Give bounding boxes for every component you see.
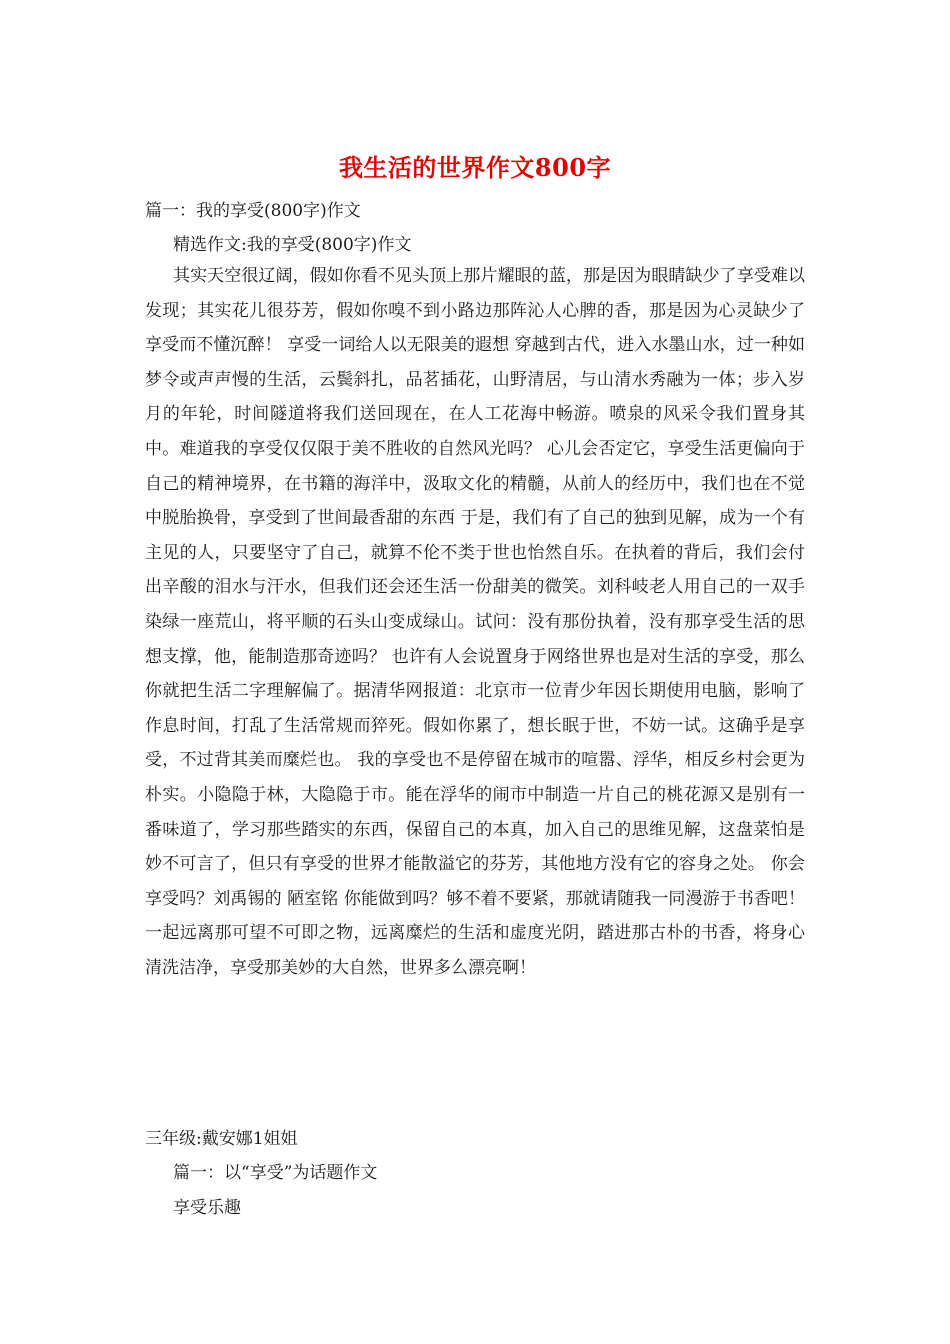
document-title: 我生活的世界作文800字 [338,153,612,182]
article-body: 其实天空很辽阔，假如你看不见头顶上那片耀眼的蓝，那是因为眼睛缺少了享受难以发现；其实花儿很芬芳，假如你嗅不到小路边那阵沁人心脾的香，那是因为心灵缺少了享受而不懂沉醉！ 享受一词给人以无限美的遐想 穿越到古代，进入水墨山水，过一种如梦令或声声慢的生活，云鬓斜扎，品茗插花，山野清居，与山清水秀融为一体；步入岁月的年轮，时间隧道将我们送回现在，在人工花海中畅游。喷泉的风采令我们置身其中。难道我的享受仅仅限于美不胜收的自然风光吗？ 心儿会否定它，享受生活更偏向于自己的精神境界，在书籍的海洋中，汲取文化的精髓，从前人的经历中，我们也在不觉中脱胎换骨，享受到了世间最香甜的东西 于是，我们有了自己的独到见解，成为一个有主见的人，只要坚守了自己，就算不伦不类于世也怡然自乐。在执着的背后，我们会付出辛酸的泪水与汗水，但我们还会还生活一份甜美的微笑。刘科岐老人用自己的一双手染绿一座荒山，将平顺的石头山变成绿山。试问：没有那份执着，没有那享受生活的思想支撑，他，能制造那奇迹吗？ 也许有人会说置身于网络世界也是对生活的享受，那么你就把生活二字理解偏了。据清华网报道：北京市一位青少年因长期使用电脑，影响了作息时间，打乱了生活常规而猝死。假如你累了，想长眠于世，不妨一试。这确乎是享受，不过背其美而糜烂也。 我的享受也不是停留在城市的喧嚣、浮华，相反乡村会更为朴实。小隐隐于林，大隐隐于市。能在浮华的闹市中制造一片自己的桃花源又是别有一番味道了，学习那些踏实的东西，保留自己的本真，加入自己的思维见解，这盘菜怕是妙不可言了，但只有享受的世界才能散溢它的芬芳，其他地方没有它的容身之处。 你会享受吗？刘禹锡的 陋室铭 你能做到吗？够不着不要紧，那就请随我一同漫游于书香吧！ 一起远离那可望不可即之物，远离糜烂的生活和虚度光阴，踏进那古朴的书香，将身心清洗洁净，享受那美妙的大自然，世界多么漂亮啊！ [145,266,805,978]
section-heading-next: 篇一：以“享受”为话题作文 [173,1163,378,1183]
article-subtitle: 享受乐趣 [173,1198,241,1218]
author-signature: 三年级:戴安娜1姐姐 [145,1129,298,1149]
section-heading: 篇一：我的享受(800字)作文 [145,201,361,221]
article-heading: 精选作文:我的享受(800字)作文 [173,235,412,255]
